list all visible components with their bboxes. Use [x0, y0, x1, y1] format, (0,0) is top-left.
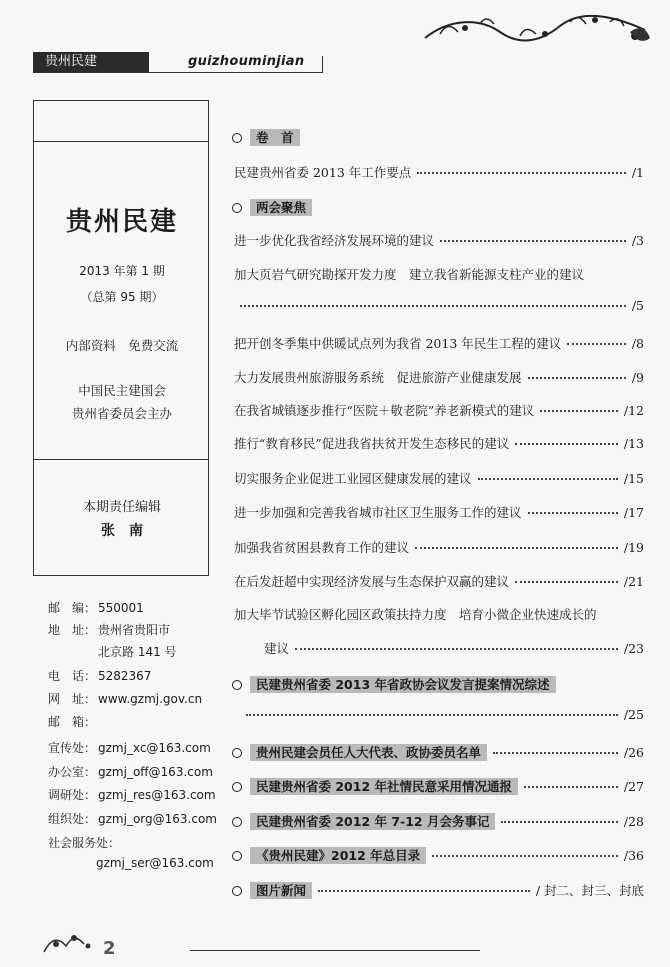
- toc-section[interactable]: 民建贵州省委 2012 年社情民意采用情况通报 /27: [232, 777, 644, 795]
- org-line-1: 中国民主建国会: [78, 383, 166, 398]
- footer-ornament-icon: [40, 922, 100, 958]
- toc-item[interactable]: 把开创冬季集中供暖试点列为我省 2013 年民生工程的建议 /8: [234, 336, 644, 351]
- contact-row: 地 址： 贵州省贵阳市: [48, 623, 171, 637]
- toc-section[interactable]: 卷 首: [232, 128, 300, 146]
- contact-row: 组织处： gzmj_org@163.com: [48, 812, 217, 826]
- cover-info-box: [33, 100, 209, 460]
- toc-item-continuation[interactable]: 建议 /23: [264, 641, 644, 656]
- circle-bullet-icon: [232, 133, 242, 143]
- page-number: 2: [103, 938, 116, 959]
- toc-item[interactable]: 进一步优化我省经济发展环境的建议 /3: [234, 233, 644, 248]
- issue-total: （总第 95 期）: [80, 290, 164, 304]
- circle-bullet-icon: [232, 886, 242, 896]
- toc-item[interactable]: 切实服务企业促进工业园区健康发展的建议 /15: [234, 471, 644, 486]
- toc-section[interactable]: 图片新闻 / 封二、封三、封底: [232, 881, 644, 899]
- contact-row: 社会服务处：: [48, 836, 121, 850]
- distribution-note: 内部资料 免费交流: [65, 338, 179, 353]
- toc-section[interactable]: 民建贵州省委 2013 年省政协会议发言提案情况综述: [232, 675, 556, 693]
- email-link[interactable]: gzmj_ser@163.com: [96, 856, 214, 870]
- header-en-label: guizhouminjian: [188, 54, 305, 69]
- toc-item[interactable]: 大力发展贵州旅游服务系统 促进旅游产业健康发展 /9: [234, 370, 644, 385]
- circle-bullet-icon: [232, 851, 242, 861]
- circle-bullet-icon: [232, 782, 242, 792]
- toc-section[interactable]: 民建贵州省委 2012 年 7-12 月会务事记 /28: [232, 812, 644, 830]
- toc-section[interactable]: 贵州民建会员任人大代表、政协委员名单 /26: [232, 743, 644, 761]
- email-link[interactable]: gzmj_org@163.com: [98, 812, 217, 826]
- toc-item[interactable]: 民建贵州省委 2013 年工作要点 /1: [234, 165, 644, 180]
- contact-row: 宣传处： gzmj_xc@163.com: [48, 741, 211, 755]
- contact-row: 调研处： gzmj_res@163.com: [48, 788, 216, 802]
- toc-item[interactable]: 推行“教育移民”促进我省扶贫开发生态移民的建议 /13: [234, 436, 644, 451]
- contact-row: 电 话： 5282367: [48, 669, 152, 683]
- toc-item[interactable]: 进一步加强和完善我省城市社区卫生服务工作的建议 /17: [234, 505, 644, 520]
- email-link[interactable]: gzmj_res@163.com: [98, 788, 216, 802]
- editor-label: 本期责任编辑: [82, 500, 161, 515]
- circle-bullet-icon: [232, 203, 242, 213]
- toc-item-continuation[interactable]: /5: [234, 298, 644, 313]
- editor-name: 张 南: [101, 523, 143, 539]
- toc-section[interactable]: 《贵州民建》2012 年总目录 /36: [232, 846, 644, 864]
- circle-bullet-icon: [232, 817, 242, 827]
- toc-section-page-row[interactable]: /25: [246, 707, 644, 722]
- contact-row: 北京路 141 号: [98, 645, 177, 659]
- header-tab: [33, 52, 149, 72]
- header-rule: [33, 72, 323, 73]
- toc-item[interactable]: 加强我省贫困县教育工作的建议 /19: [234, 540, 644, 555]
- toc-item[interactable]: 在我省城镇逐步推行“医院＋敬老院”养老新模式的建议 /12: [234, 403, 644, 418]
- header-tab-label: 贵州民建: [45, 54, 98, 69]
- floral-ornament-icon: [420, 8, 660, 50]
- toc-item[interactable]: 在后发赶超中实现经济发展与生态保护双赢的建议 /21: [234, 574, 644, 589]
- contact-row: 网 址： www.gzmj.gov.cn: [48, 692, 203, 706]
- editor-box: [33, 460, 209, 576]
- toc-item[interactable]: 加大页岩气研究勘探开发力度 建立我省新能源支柱产业的建议: [234, 267, 585, 282]
- org-line-2: 贵州省委员会主办: [71, 406, 172, 421]
- email-link[interactable]: gzmj_off@163.com: [98, 765, 213, 779]
- toc-section[interactable]: 两会聚焦: [232, 198, 312, 216]
- footer-rule: [190, 950, 480, 951]
- cover-top-rule: [34, 141, 208, 142]
- email-link[interactable]: gzmj_xc@163.com: [98, 741, 211, 755]
- header-vbar: [322, 56, 323, 73]
- contact-row: 办公室： gzmj_off@163.com: [48, 765, 213, 779]
- contact-row: 邮 箱：: [48, 715, 97, 729]
- circle-bullet-icon: [232, 748, 242, 758]
- contact-row: 邮 编： 550001: [48, 601, 144, 615]
- website-link[interactable]: www.gzmj.gov.cn: [98, 692, 203, 706]
- circle-bullet-icon: [232, 680, 242, 690]
- contact-row: [96, 856, 214, 870]
- issue-number: 2013 年第 1 期: [79, 264, 165, 278]
- toc-item[interactable]: 加大毕节试验区孵化园区政策扶持力度 培育小微企业快速成长的: [234, 607, 597, 622]
- magazine-title: 贵州民建: [65, 207, 178, 237]
